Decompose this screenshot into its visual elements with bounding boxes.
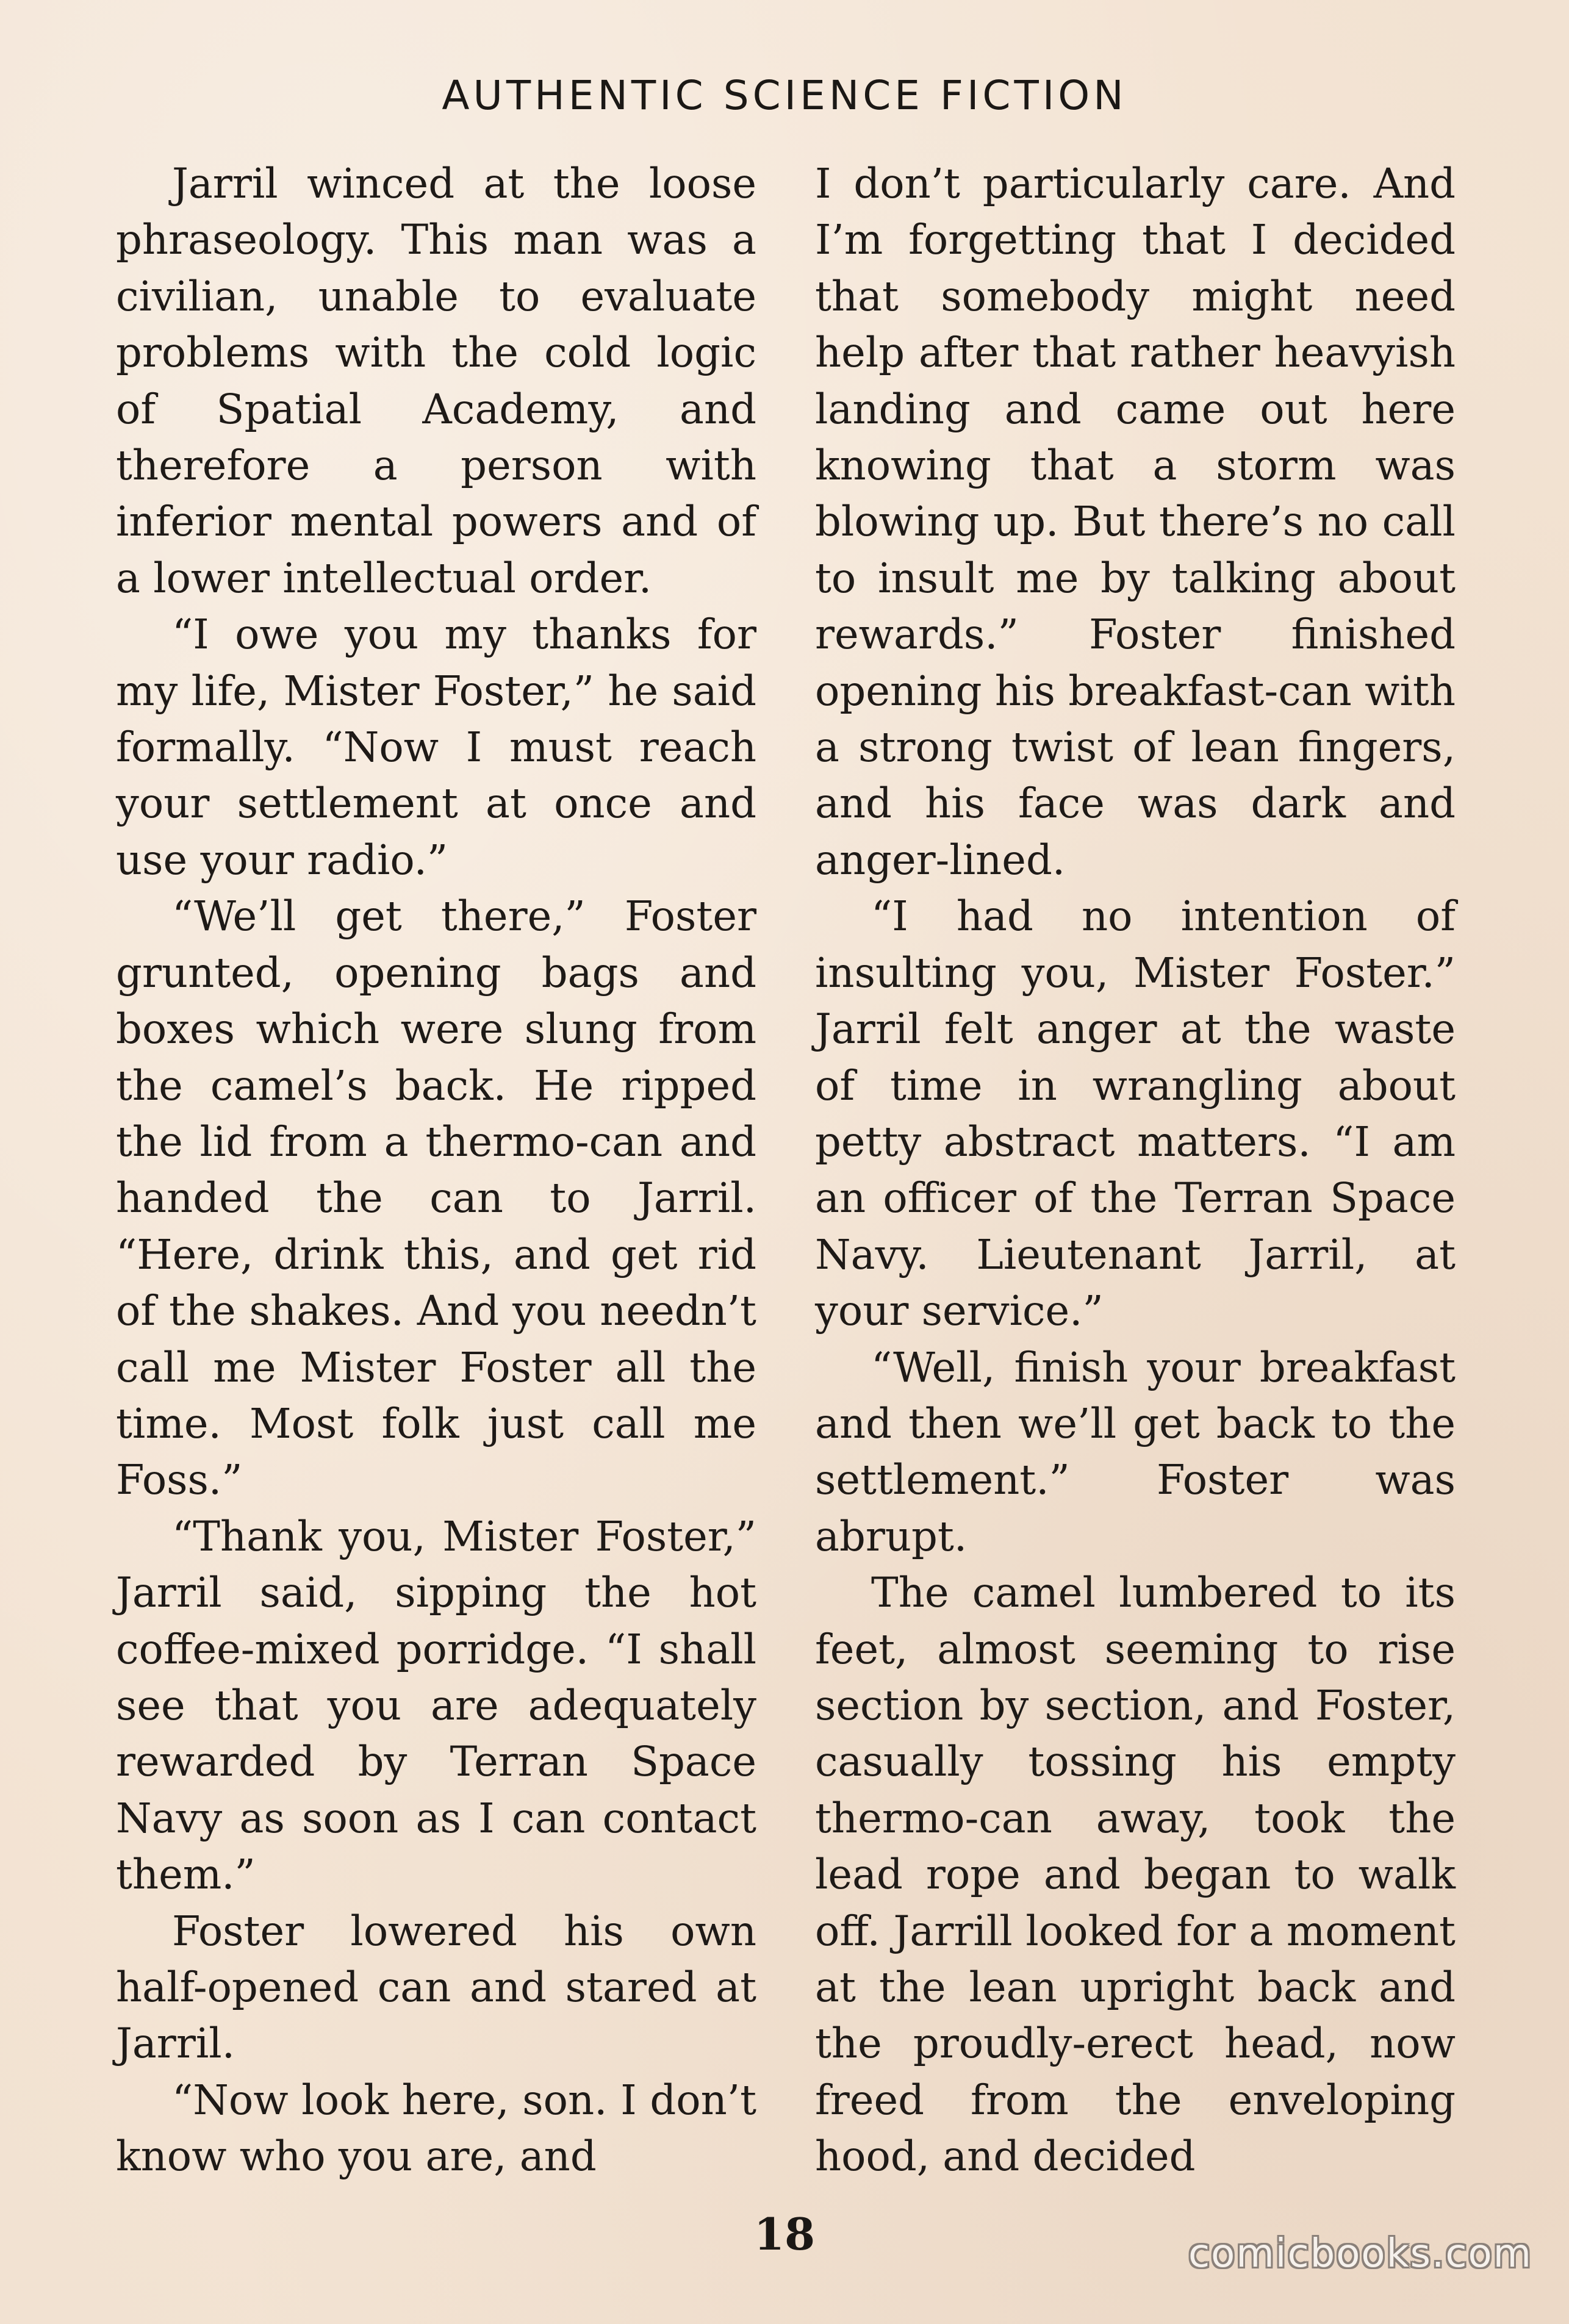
paragraph: “I owe you my thanks for my life, Mister Foster,” he said formally. “Now I must reach your settlement at once and use your radio.” (116, 611, 756, 884)
paragraph: “I had no intention of insulting you, Mister Foster.” Jarril felt anger at the waste of time in wrangling about petty abstract matters. “I am an officer of the Terran Space Navy. Lieutenant Jarril, at your service.” (815, 892, 1456, 1335)
paragraph: “Thank you, Mister Foster,” Jarril said, sipping the hot coffee-mixed porridge. “I shall see that you are adequately rewarded by Terran Space Navy as soon as I can contact them.” (116, 1512, 756, 1899)
running-head: AUTHENTIC SCIENCE FICTION (442, 72, 1127, 119)
paragraph: “Well, finish your breakfast and then we’ll get back to the settlement.” Foster was abrupt. (815, 1343, 1456, 1560)
paragraph-continued: I don’t particularly care. And I’m forgetting that I decided that somebody might need help after that rather heavyish landing and came out here knowing that a storm was blowing up. But there’s no call to insult me by talking about rewards.” Foster finished opening his breakfast-can with a strong twist of lean fingers, and his face was dark and anger-lined. (815, 160, 1456, 884)
right-column (815, 156, 1456, 2185)
paragraph: Foster lowered his own half-opened can and stared at Jarril. (116, 1907, 756, 2068)
paragraph: Jarril winced at the loose phraseology. This man was a civilian, unable to evaluate problems with the cold logic of Spatial Academy, and therefore a person with inferior mental powers and of a lower intellectual order. (116, 160, 756, 602)
left-column (116, 156, 756, 2185)
watermark: comicbooks.com (1188, 2231, 1532, 2276)
paragraph: “We’ll get there,” Foster grunted, opening bags and boxes which were slung from the camel’s back. He ripped the lid from a thermo-can and handed the can to Jarril. “Here, drink this, and get rid of the shakes. And you needn’t call me Mister Foster all the time. Most folk just call me Foss.” (116, 892, 756, 1504)
page-number: 18 (753, 2208, 816, 2260)
paragraph: The camel lumbered to its feet, almost seeming to rise section by section, and Foster, casually tossing his empty thermo-can away, took the lead rope and began to walk off. Jarrill looked for a moment at the lean upright back and the proudly-erect head, now freed from the enveloping hood, and decided (815, 1569, 1456, 2181)
paragraph: “Now look here, son. I don’t know who you are, and (116, 2076, 756, 2181)
